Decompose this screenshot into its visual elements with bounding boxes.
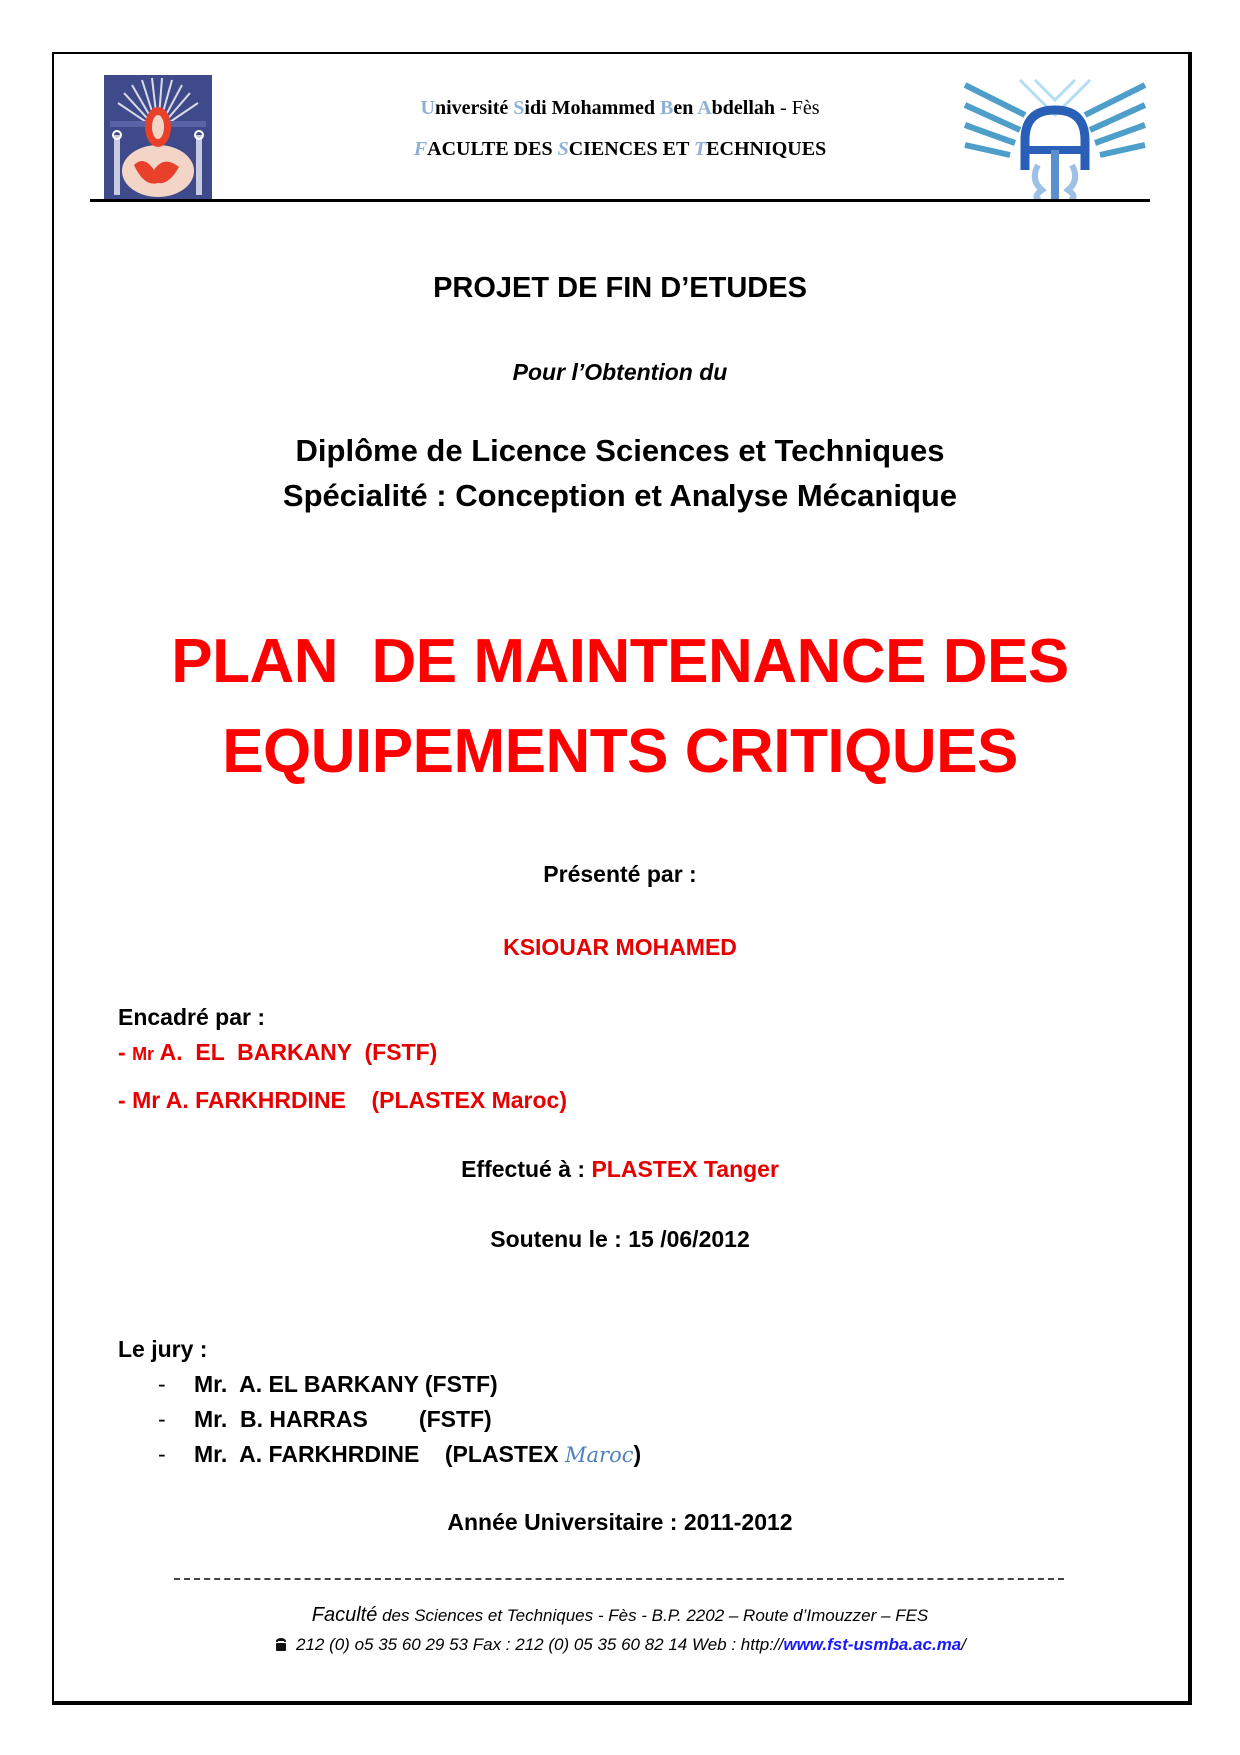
university-name-segment: niversité — [434, 97, 514, 119]
faculty-name-segment: S — [557, 138, 569, 160]
university-name-segment: S — [513, 97, 525, 119]
faculty-name-segment: F — [413, 138, 428, 160]
faculty-name-segment: CIENCES ET — [568, 138, 694, 160]
supervisor-dash: - — [118, 1039, 133, 1065]
jury-member — [158, 1441, 641, 1468]
diploma-block — [0, 428, 1240, 518]
supervisor-title: Mr — [132, 1044, 155, 1064]
internship-place-label: Effectué à : — [461, 1156, 592, 1182]
specialty: Spécialité : Conception et Analyse Mécanique — [282, 478, 958, 513]
jury-member-name: Mr. B. HARRAS (FSTF) — [194, 1406, 492, 1432]
internship-place-value: PLASTEX Tanger — [591, 1156, 779, 1182]
project-title-line-2: EQUIPEMENTS CRITIQUES — [222, 717, 1018, 786]
project-title-line-1: PLAN DE MAINTENANCE DES — [171, 627, 1069, 696]
jury-member-country: Maroc — [565, 1443, 634, 1467]
footer-contact-text: 212 (0) o5 35 60 29 53 Fax : 212 (0) 05 35 60 82 14 Web : http:// — [295, 1635, 784, 1654]
jury-dash: - — [158, 1441, 166, 1467]
project-type: PROJET DE FIN D’ETUDES — [433, 272, 807, 304]
presented-by-label: Présenté par : — [543, 861, 697, 887]
jury-label: Le jury : — [118, 1336, 208, 1362]
supervisor-name: A. FARKHRDINE (PLASTEX Maroc) — [160, 1087, 567, 1113]
student-name: KSIOUAR MOHAMED — [503, 934, 737, 960]
university-name-segment: idi Mohammed — [524, 97, 660, 119]
footer-contact-tail: / — [961, 1635, 966, 1654]
jury-member-name: Mr. A. FARKHRDINE (PLASTEX — [194, 1441, 566, 1467]
faculty-name-segment: ECHNIQUES — [706, 138, 827, 160]
jury-member-tail: ) — [633, 1441, 642, 1467]
university-name — [0, 97, 1240, 120]
telephone-icon — [274, 1636, 288, 1650]
footer-divider — [174, 1578, 1064, 1580]
internship-place — [0, 1156, 1240, 1183]
jury-member — [158, 1406, 492, 1433]
university-name-segment: A — [697, 97, 712, 119]
supervisor-item — [118, 1087, 567, 1114]
supervisor-dash: - — [118, 1087, 133, 1113]
project-purpose: Pour l’Obtention du — [512, 359, 728, 385]
jury-member-name: Mr. A. EL BARKANY (FSTF) — [194, 1371, 498, 1397]
university-name-segment: bdellah — [711, 97, 776, 119]
supervisor-title: Mr — [132, 1087, 161, 1113]
supervisor-item — [118, 1039, 437, 1066]
footer-contact — [0, 1635, 1240, 1655]
footer-address-text: des Sciences et Techniques - Fès - B.P. 2202 – Route d’Imouzzer – FES — [377, 1606, 929, 1625]
academic-year: Année Universitaire : 2011-2012 — [447, 1509, 793, 1535]
header-divider — [90, 199, 1150, 202]
website-link[interactable]: www.fst-usmba.ac.ma — [783, 1635, 962, 1654]
university-name-segment: en — [673, 97, 698, 119]
university-name-segment: B — [659, 97, 674, 119]
jury-member — [158, 1371, 498, 1398]
footer-address — [0, 1604, 1240, 1627]
defense-date: Soutenu le : 15 /06/2012 — [490, 1226, 750, 1252]
faculty-name-segment: ACULTE DES — [427, 138, 558, 160]
jury-dash: - — [158, 1371, 166, 1397]
faculty-name-segment: T — [693, 138, 707, 160]
jury-dash: - — [158, 1406, 166, 1432]
project-title — [0, 617, 1240, 797]
faculty-name — [0, 138, 1240, 161]
footer-address-lead: Faculté — [311, 1604, 378, 1626]
university-name-segment: U — [420, 97, 435, 119]
supervisor-name: A. EL BARKANY (FSTF) — [154, 1039, 438, 1065]
supervisors-label: Encadré par : — [118, 1004, 265, 1030]
diploma-name: Diplôme de Licence Sciences et Techniques — [295, 433, 945, 468]
university-city: - Fès — [775, 97, 820, 119]
